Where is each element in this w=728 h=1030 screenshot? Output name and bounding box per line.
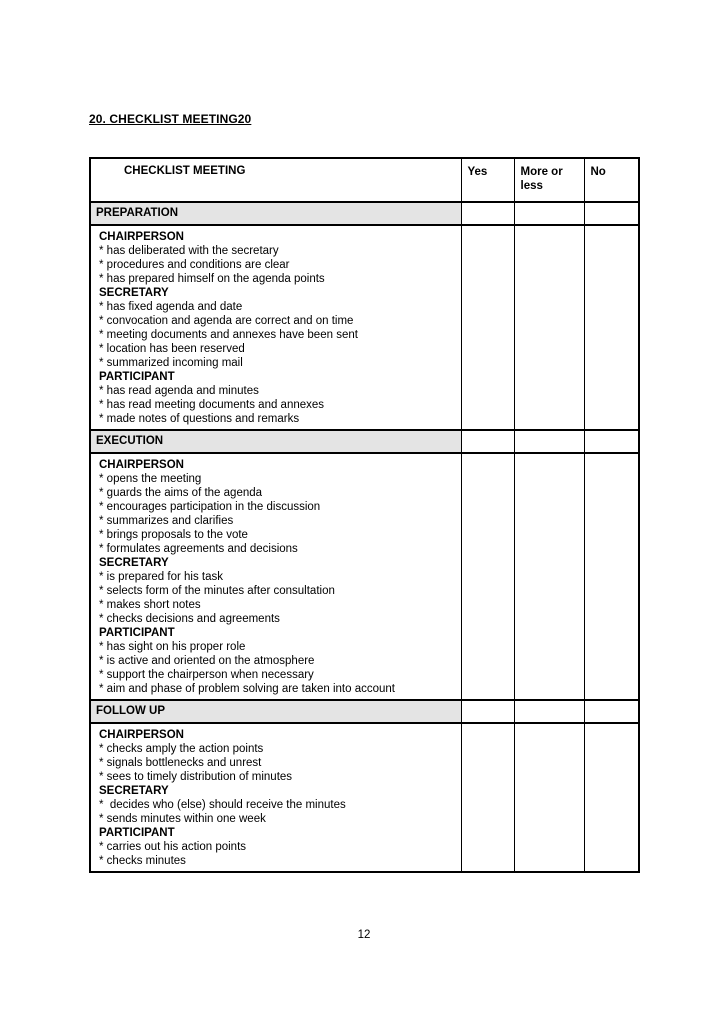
page-number: 12 xyxy=(357,929,371,941)
checklist-item: * has sight on his proper role xyxy=(99,641,246,653)
checklist-item: * checks decisions and agreements xyxy=(99,613,280,625)
section-items-row xyxy=(90,453,639,700)
section-title: PREPARATION xyxy=(90,202,461,225)
checklist-item: * summarized incoming mail xyxy=(99,357,243,369)
role-label: SECRETARY xyxy=(99,287,169,299)
section-items-row xyxy=(90,225,639,430)
checklist-item: * checks minutes xyxy=(99,855,186,867)
section-items xyxy=(90,453,461,700)
role-label: SECRETARY xyxy=(99,557,169,569)
section-yes-cell xyxy=(461,202,514,225)
header-row xyxy=(90,158,639,202)
section-title: EXECUTION xyxy=(90,430,461,453)
section-items xyxy=(90,723,461,872)
section-row-preparation xyxy=(90,202,639,225)
checklist-item: * sends minutes within one week xyxy=(99,813,266,825)
role-label: CHAIRPERSON xyxy=(99,729,184,741)
checklist-item: * guards the aims of the agenda xyxy=(99,487,263,499)
checklist-item: * has prepared himself on the agenda points xyxy=(99,273,325,285)
checklist-item: * has read agenda and minutes xyxy=(99,385,259,397)
checklist-item: * brings proposals to the vote xyxy=(99,529,248,541)
yes-check-cell[interactable] xyxy=(461,225,514,430)
section-yes-cell xyxy=(461,430,514,453)
checklist-item: * has read meeting documents and annexes xyxy=(99,399,325,411)
checklist-table xyxy=(89,157,640,873)
checklist-item: * aim and phase of problem solving are taken into account xyxy=(99,683,395,695)
no-check-cell[interactable] xyxy=(584,225,639,430)
checklist-item: * decides who (else) should receive the minutes xyxy=(99,799,346,811)
section-more-or-less-cell xyxy=(514,700,584,723)
checklist-item: * support the chairperson when necessary xyxy=(99,669,314,681)
checklist-item: * makes short notes xyxy=(99,599,201,611)
no-check-cell[interactable] xyxy=(584,723,639,872)
more-or-less-check-cell[interactable] xyxy=(514,723,584,872)
document-heading: 20. CHECKLIST MEETING20 xyxy=(89,112,252,126)
section-row-execution xyxy=(90,430,639,453)
more-or-less-check-cell[interactable] xyxy=(514,225,584,430)
section-no-cell xyxy=(584,430,639,453)
yes-check-cell[interactable] xyxy=(461,723,514,872)
role-label: PARTICIPANT xyxy=(99,827,175,839)
checklist-item: * sees to timely distribution of minutes xyxy=(99,771,293,783)
header-no: No xyxy=(584,158,639,202)
checklist-item: * checks amply the action points xyxy=(99,743,264,755)
checklist-item: * summarizes and clarifies xyxy=(99,515,234,527)
checklist-item: * signals bottlenecks and unrest xyxy=(99,757,262,769)
checklist-item: * formulates agreements and decisions xyxy=(99,543,298,555)
role-label: PARTICIPANT xyxy=(99,627,175,639)
checklist-item: * opens the meeting xyxy=(99,473,202,485)
section-items-row xyxy=(90,723,639,872)
more-or-less-check-cell[interactable] xyxy=(514,453,584,700)
header-checklist-meeting: CHECKLIST MEETING xyxy=(90,158,461,202)
checklist-item: * carries out his action points xyxy=(99,841,247,853)
section-no-cell xyxy=(584,700,639,723)
checklist-item: * encourages participation in the discussion xyxy=(99,501,321,513)
checklist-item: * procedures and conditions are clear xyxy=(99,259,290,271)
header-yes: Yes xyxy=(461,158,514,202)
role-label: CHAIRPERSON xyxy=(99,459,184,471)
role-label: SECRETARY xyxy=(99,785,169,797)
checklist-item: * convocation and agenda are correct and on time xyxy=(99,315,354,327)
role-label: CHAIRPERSON xyxy=(99,231,184,243)
section-title: FOLLOW UP xyxy=(90,700,461,723)
section-yes-cell xyxy=(461,700,514,723)
role-label: PARTICIPANT xyxy=(99,371,175,383)
checklist-item: * meeting documents and annexes have been sent xyxy=(99,329,358,341)
section-items xyxy=(90,225,461,430)
checklist-item: * has fixed agenda and date xyxy=(99,301,243,313)
checklist-body xyxy=(90,158,639,872)
checklist-item: * is active and oriented on the atmosphere xyxy=(99,655,315,667)
checklist-item: * is prepared for his task xyxy=(99,571,224,583)
header-more-or-less: More or less xyxy=(514,158,584,202)
section-more-or-less-cell xyxy=(514,430,584,453)
section-more-or-less-cell xyxy=(514,202,584,225)
checklist-item: * selects form of the minutes after consultation xyxy=(99,585,335,597)
no-check-cell[interactable] xyxy=(584,453,639,700)
checklist-item: * location has been reserved xyxy=(99,343,245,355)
checklist-item: * made notes of questions and remarks xyxy=(99,413,300,425)
section-no-cell xyxy=(584,202,639,225)
yes-check-cell[interactable] xyxy=(461,453,514,700)
section-row-follow-up xyxy=(90,700,639,723)
checklist-item: * has deliberated with the secretary xyxy=(99,245,279,257)
